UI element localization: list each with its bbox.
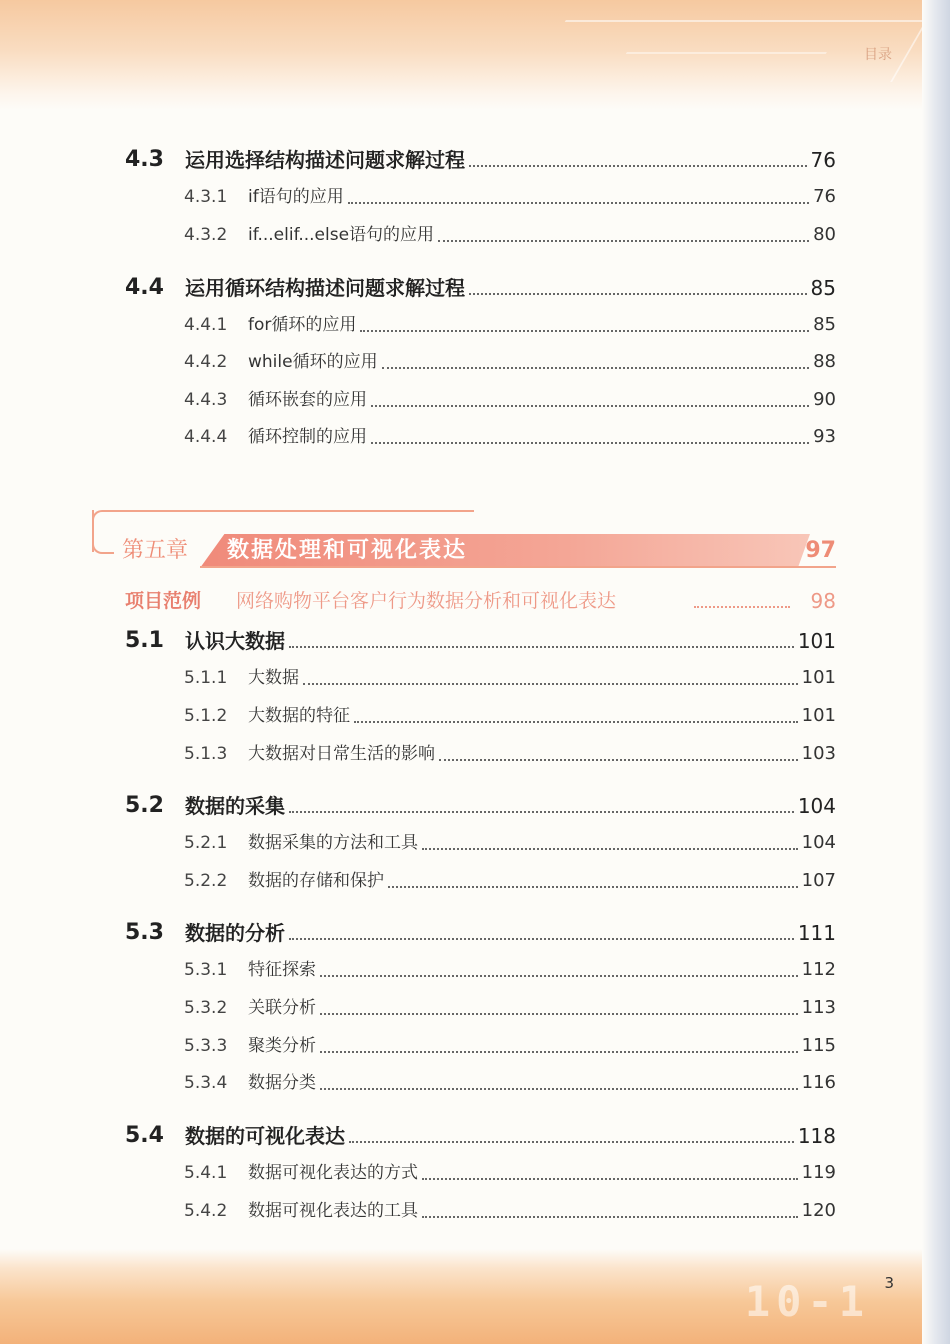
entry-page-number: 93: [813, 426, 836, 447]
entry-number: 4.4.1: [184, 315, 228, 335]
entry-number: 5.1.2: [184, 706, 228, 726]
entry-title: 大数据对日常生活的影响: [248, 744, 435, 764]
toc-section-entry[interactable]: [0, 145, 950, 175]
dot-leader: [371, 405, 809, 407]
entry-title: 认识大数据: [185, 629, 285, 653]
entry-page-number: 76: [813, 186, 836, 207]
entry-number: 4.3.2: [184, 225, 228, 245]
entry-number: 5.2.2: [184, 871, 228, 891]
toc-subsection-entry[interactable]: [0, 310, 950, 340]
entry-number: 5.3.4: [184, 1073, 228, 1093]
entry-number: 4.4.2: [184, 352, 228, 372]
entry-page-number: 76: [810, 148, 836, 172]
dot-leader: [303, 683, 798, 685]
project-title: 网络购物平台客户行为数据分析和可视化表达: [236, 590, 617, 612]
dot-leader: [289, 811, 794, 813]
page-number: 3: [884, 1274, 894, 1292]
entry-number: 4.3: [125, 147, 164, 172]
entry-page-number: 101: [797, 629, 836, 653]
entry-title: if语句的应用: [248, 187, 344, 207]
dot-leader: [348, 202, 809, 204]
dot-leader: [382, 367, 810, 369]
chapter-heading[interactable]: [92, 510, 852, 570]
toc-subsection-entry[interactable]: [0, 739, 950, 769]
entry-title: 大数据的特征: [248, 706, 350, 726]
chapter-title: 数据处理和可视化表达: [227, 538, 468, 563]
entry-number: 5.3.3: [184, 1036, 228, 1056]
decorative-line: [613, 52, 827, 76]
entry-page-number: 113: [801, 997, 836, 1018]
entry-page-number: 119: [801, 1162, 836, 1183]
entry-title: 数据采集的方法和工具: [248, 833, 418, 853]
dot-leader: [289, 646, 794, 648]
toc-section-entry[interactable]: [0, 791, 950, 821]
footer-band: [0, 1249, 950, 1344]
entry-title: 数据的采集: [185, 794, 285, 818]
toc-section-entry[interactable]: [0, 918, 950, 948]
entry-number: 4.3.1: [184, 187, 228, 207]
entry-number: 5.3: [125, 920, 164, 945]
dot-leader: [360, 330, 809, 332]
entry-number: 4.4.4: [184, 427, 228, 447]
entry-page-number: 104: [797, 794, 836, 818]
entry-title: 数据的存储和保护: [248, 871, 384, 891]
toc-subsection-entry[interactable]: [0, 182, 950, 212]
toc-section-entry[interactable]: [0, 626, 950, 656]
entry-number: 5.3.2: [184, 998, 228, 1018]
toc-subsection-entry[interactable]: [0, 866, 950, 896]
dot-leader: [422, 1178, 798, 1180]
entry-number: 5.2.1: [184, 833, 228, 853]
entry-number: 5.3.1: [184, 960, 228, 980]
dot-leader: [289, 938, 794, 940]
dot-leader: [388, 886, 798, 888]
dot-leader: [320, 975, 798, 977]
dot-leader: [439, 759, 798, 761]
toc-subsection-entry[interactable]: [0, 993, 950, 1023]
entry-title: for循环的应用: [248, 315, 357, 335]
toc-subsection-entry[interactable]: [0, 828, 950, 858]
header-title: 目录: [864, 47, 892, 63]
toc-subsection-entry[interactable]: [0, 422, 950, 452]
toc-section-entry[interactable]: [0, 273, 950, 303]
chapter-page-number: 97: [805, 538, 836, 563]
toc-subsection-entry[interactable]: [0, 1068, 950, 1098]
toc-subsection-entry[interactable]: [0, 220, 950, 250]
entry-page-number: 88: [813, 351, 836, 372]
entry-page-number: 116: [801, 1072, 836, 1093]
toc-subsection-entry[interactable]: [0, 385, 950, 415]
dot-leader: [694, 606, 790, 608]
entry-title: 聚类分析: [248, 1036, 316, 1056]
entry-page-number: 90: [813, 389, 836, 410]
entry-number: 5.1.3: [184, 744, 228, 764]
chapter-frame-corner: [92, 510, 114, 554]
project-page-number: 98: [810, 589, 836, 613]
dot-leader: [422, 1216, 798, 1218]
entry-page-number: 104: [801, 832, 836, 853]
entry-number: 5.4: [125, 1123, 164, 1148]
chapter-label: 第五章: [122, 538, 189, 563]
entry-number: 4.4.3: [184, 390, 228, 410]
entry-title: 大数据: [248, 668, 299, 688]
entry-title: 运用选择结构描述问题求解过程: [185, 148, 465, 172]
entry-page-number: 85: [810, 276, 836, 300]
project-label: 项目范例: [125, 590, 202, 612]
decorative-digits: 10-1: [744, 1277, 870, 1326]
entry-title: 特征探索: [248, 960, 316, 980]
entry-number: 5.2: [125, 793, 164, 818]
entry-page-number: 107: [801, 870, 836, 891]
dot-leader: [371, 442, 809, 444]
entry-page-number: 115: [801, 1035, 836, 1056]
dot-leader: [354, 721, 798, 723]
entry-page-number: 101: [801, 705, 836, 726]
entry-number: 5.4.1: [184, 1163, 228, 1183]
toc-subsection-entry[interactable]: [0, 1196, 950, 1226]
toc-section-entry[interactable]: [0, 1121, 950, 1151]
header-band: [0, 0, 950, 110]
entry-title: 数据可视化表达的方式: [248, 1163, 418, 1183]
dot-leader: [422, 848, 798, 850]
entry-title: 数据可视化表达的工具: [248, 1201, 418, 1221]
entry-number: 4.4: [125, 275, 164, 300]
dot-leader: [438, 240, 809, 242]
toc-subsection-entry[interactable]: [0, 1158, 950, 1188]
toc-subsection-entry[interactable]: [0, 663, 950, 693]
entry-title: 关联分析: [248, 998, 316, 1018]
page-edge-shadow: [922, 0, 950, 1344]
entry-title: if...elif...else语句的应用: [248, 225, 435, 245]
dot-leader: [469, 165, 807, 167]
entry-title: 循环控制的应用: [248, 427, 367, 447]
entry-title: 数据分类: [248, 1073, 316, 1093]
dot-leader: [349, 1141, 794, 1143]
toc-subsection-entry[interactable]: [0, 1031, 950, 1061]
entry-page-number: 120: [801, 1200, 836, 1221]
dot-leader: [320, 1013, 798, 1015]
toc-subsection-entry[interactable]: [0, 347, 950, 377]
toc-subsection-entry[interactable]: [0, 955, 950, 985]
entry-number: 5.1.1: [184, 668, 228, 688]
entry-number: 5.1: [125, 628, 164, 653]
dot-leader: [320, 1088, 798, 1090]
entry-page-number: 118: [797, 1124, 836, 1148]
entry-page-number: 112: [801, 959, 836, 980]
entry-number: 5.4.2: [184, 1201, 228, 1221]
toc-subsection-entry[interactable]: [0, 701, 950, 731]
entry-page-number: 103: [801, 743, 836, 764]
entry-title: while循环的应用: [248, 352, 378, 372]
project-example-entry[interactable]: [0, 586, 950, 616]
entry-title: 数据的分析: [185, 921, 285, 945]
dot-leader: [320, 1051, 798, 1053]
entry-page-number: 85: [813, 314, 836, 335]
entry-title: 循环嵌套的应用: [248, 390, 367, 410]
entry-page-number: 80: [813, 224, 836, 245]
entry-page-number: 101: [801, 667, 836, 688]
dot-leader: [469, 293, 807, 295]
entry-page-number: 111: [797, 921, 836, 945]
entry-title: 运用循环结构描述问题求解过程: [185, 276, 465, 300]
entry-title: 数据的可视化表达: [185, 1124, 345, 1148]
